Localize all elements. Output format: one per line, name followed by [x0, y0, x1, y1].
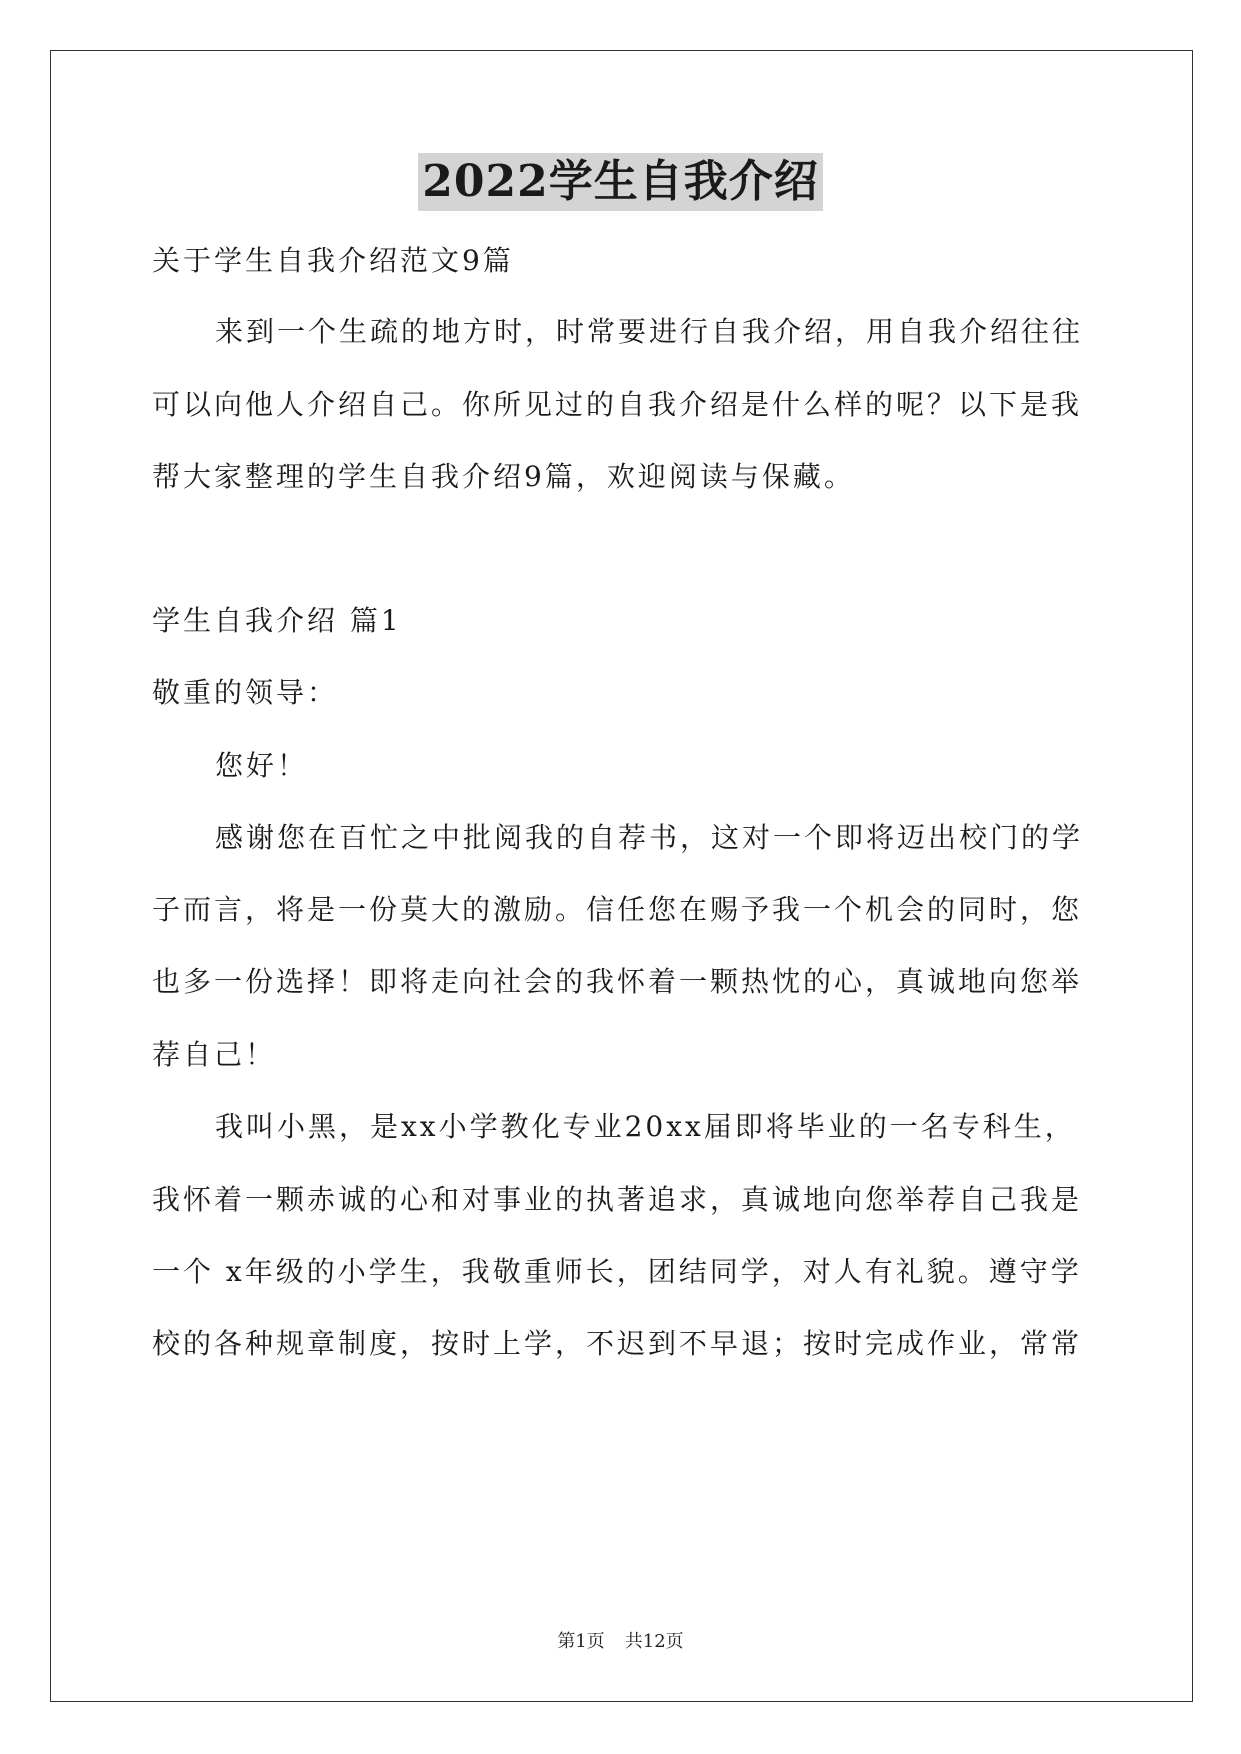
page-number: 第1页: [557, 1631, 605, 1652]
title-wrap: [0, 153, 1241, 211]
document-title: 2022学生自我介绍: [418, 153, 822, 211]
para2-line-3: 一个 x年级的小学生，我敬重师长，团结同学，对人有礼貌。遵守学: [152, 1255, 1082, 1288]
page-total: 共12页: [624, 1631, 684, 1652]
salutation: 敬重的领导：: [152, 676, 339, 709]
para1-line-4: 荐自己！: [152, 1038, 277, 1071]
intro-line-3: 帮大家整理的学生自我介绍9篇，欢迎阅读与保藏。: [152, 460, 855, 493]
para1-line-2: 子而言，将是一份莫大的激励。信任您在赐予我一个机会的同时，您: [152, 893, 1083, 926]
para2-line-1: 我叫小黑，是xx小学教化专业20xx届即将毕业的一名专科生，: [215, 1110, 1076, 1143]
greeting: 您好！: [215, 749, 309, 782]
section-heading: 学生自我介绍 篇1: [152, 604, 402, 637]
para2-line-2: 我怀着一颗赤诚的心和对事业的执著追求，真诚地向您举荐自己我是: [152, 1183, 1083, 1216]
intro-line-1: 来到一个生疏的地方时，时常要进行自我介绍，用自我介绍往往: [215, 315, 1084, 348]
para2-line-4: 校的各种规章制度，按时上学，不迟到不早退；按时完成作业，常常: [152, 1327, 1083, 1360]
intro-line-2: 可以向他人介绍自己。你所见过的自我介绍是什么样的呢？以下是我: [152, 388, 1083, 421]
para1-line-1: 感谢您在百忙之中批阅我的自荐书，这对一个即将迈出校门的学: [215, 821, 1084, 854]
para1-line-3: 也多一份选择！即将走向社会的我怀着一颗热忱的心，真诚地向您举: [152, 965, 1083, 998]
document-subtitle: 关于学生自我介绍范文9篇: [152, 244, 514, 277]
page-border: [50, 50, 1193, 1702]
page-footer: [0, 1630, 1241, 1654]
